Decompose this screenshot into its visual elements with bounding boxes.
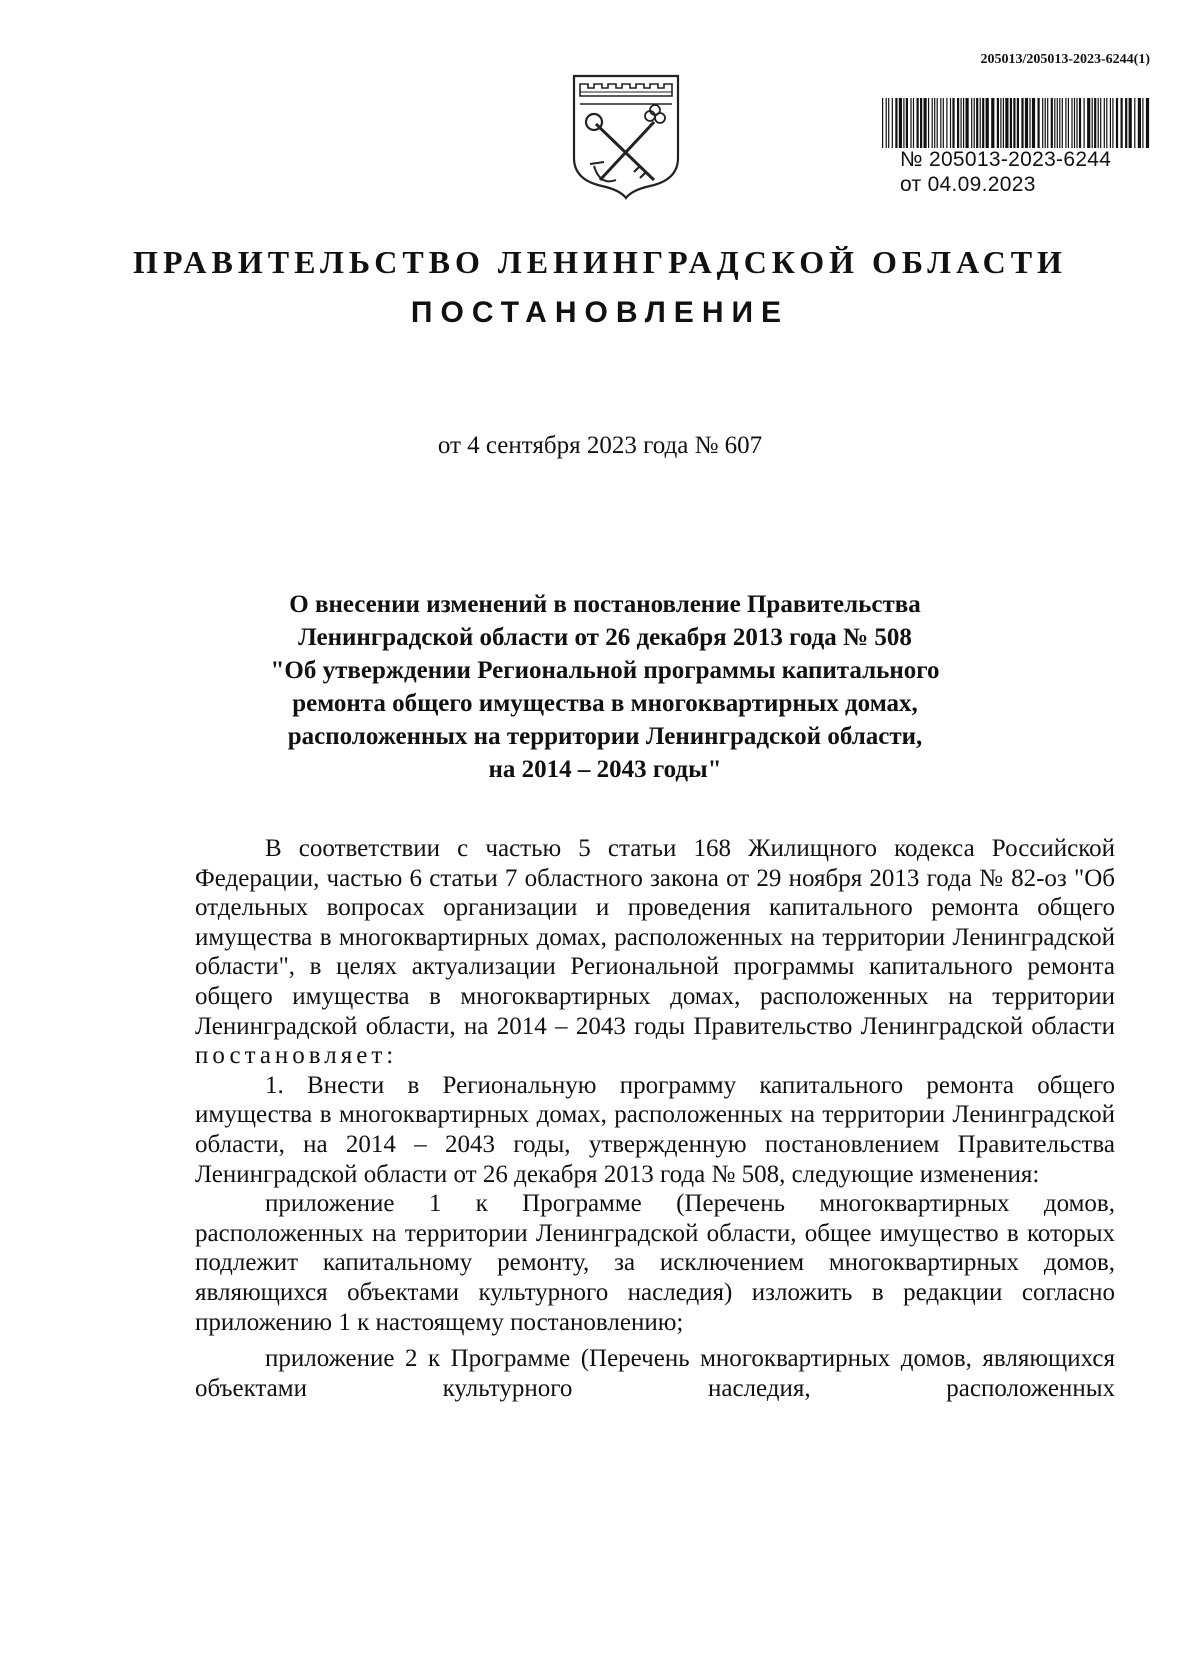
body-paragraph-annex-1: приложение 1 к Программе (Перечень многоквартирных домов, расположенных на территории Ленинградской области, общее имущество в которых подлежит капитальному ремонту, за исключением многоквартирных домов, являющихся объектами культурного наследия) изложить в редакции согласно приложению 1 к настоящему постановлению; (195, 1190, 1115, 1336)
document-body (195, 834, 1115, 1403)
document-heading (230, 588, 980, 786)
leningrad-oblast-coat-of-arms-icon (570, 62, 682, 200)
body-paragraph-preamble (195, 834, 1115, 1071)
body-paragraph-item-1: 1. Внести в Региональную программу капитального ремонта общего имущества в многоквартирных домах, расположенных на территории Ленинградской области, на 2014 – 2043 годы, утвержденную постановлением Правительства Ленинградской области от 26 декабря 2013 года № 508, следующие изменения: (195, 1071, 1115, 1188)
registration-date: от 04.09.2023 (900, 173, 1036, 196)
government-title: ПРАВИТЕЛЬСТВО ЛЕНИНГРАДСКОЙ ОБЛАСТИ (133, 244, 1067, 280)
document-type: ПОСТАНОВЛЕНИЕ (410, 296, 790, 329)
heading-line: на 2014 – 2043 годы" (488, 756, 722, 783)
document-date-number: от 4 сентября 2023 года № 607 (437, 432, 763, 459)
heading-line: "Об утверждении Региональной программы капитального (270, 657, 940, 684)
heading-line: Ленинградской области от 26 декабря 2013 года № 508 (298, 624, 912, 651)
heading-line: расположенных на территории Ленинградской области, (287, 723, 923, 750)
heading-line: ремонта общего имущества в многоквартирных домах, (292, 690, 918, 717)
barcode (880, 98, 1152, 148)
body-paragraph-annex-2: приложение 2 к Программе (Перечень многоквартирных домов, являющихся объектами культурного наследия, расположенных (195, 1345, 1115, 1402)
heading-line: О внесении изменений в постановление Правительства (289, 591, 921, 618)
preamble-text: В соответствии с частью 5 статьи 168 Жилищного кодекса Российской Федерации, частью 6 статьи 7 областного закона от 29 ноября 2013 года № 82-оз "Об отдельных вопросах организации и проведения капитального ремонта общего имущества в многоквартирных домах, расположенных на территории Ленинградской области", в целях актуализации Региональной программы капитального ремонта общего имущества в многоквартирных домах, расположенных на территории Ленинградской области, на 2014 – 2043 годы Правительство Ленинградской области (195, 835, 1115, 1040)
registration-number: № 205013-2023-6244 (900, 148, 1112, 171)
resolves-keyword: постановляет: (195, 1042, 398, 1070)
document-id: 205013/205013-2023-6244(1) (980, 52, 1150, 67)
